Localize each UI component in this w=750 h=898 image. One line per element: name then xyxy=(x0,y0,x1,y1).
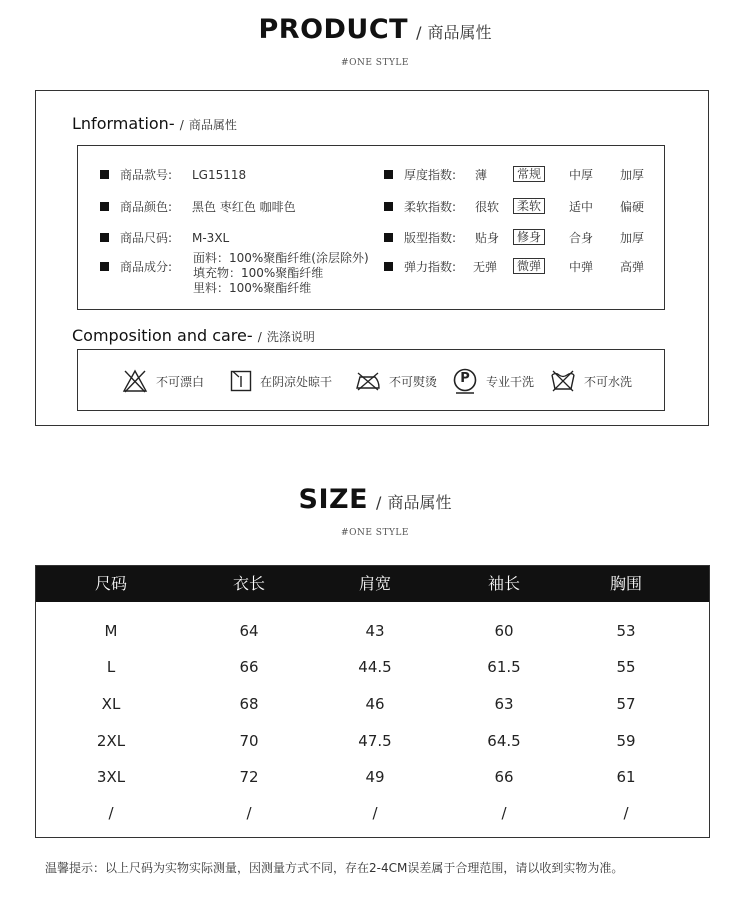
header-length: 衣长 xyxy=(232,574,265,593)
attr-value: 黑色 枣红色 咖啡色 xyxy=(192,200,296,214)
attr-label: 商品成分: xyxy=(120,260,173,274)
care-item-dry-clean xyxy=(452,368,534,394)
table-cell: 64 xyxy=(239,622,259,640)
product-heading-en: PRODUCT xyxy=(258,14,409,45)
size-heading-sep: / xyxy=(376,493,382,512)
table-cell: L xyxy=(106,658,116,676)
bullet-square-icon xyxy=(100,202,109,211)
table-cell: 57 xyxy=(616,695,636,713)
thickness-option: 中厚 xyxy=(569,168,594,182)
stretch-option: 高弹 xyxy=(620,260,645,274)
table-cell: 47.5 xyxy=(358,732,392,750)
index-label: 版型指数: xyxy=(404,231,457,245)
information-title-en: Lnformation- xyxy=(72,114,175,133)
attr-row-style-no xyxy=(100,166,246,183)
index-label: 弹力指数: xyxy=(404,260,457,274)
table-cell: 70 xyxy=(239,732,259,750)
no-wash-icon xyxy=(550,370,576,392)
care-item-no-wash xyxy=(550,368,632,394)
table-cell: 2XL xyxy=(96,732,126,750)
table-cell: 53 xyxy=(616,622,636,640)
header-size: 尺码 xyxy=(94,574,127,593)
index-row-softness xyxy=(384,198,456,215)
table-cell: 59 xyxy=(616,732,636,750)
no-bleach-icon xyxy=(122,369,148,393)
thickness-option-selected: 常规 xyxy=(513,166,545,182)
product-heading xyxy=(0,14,750,45)
table-cell: 72 xyxy=(239,768,259,786)
stretch-option: 无弹 xyxy=(473,260,498,274)
attr-row-composition xyxy=(100,258,192,275)
softness-option: 很软 xyxy=(475,200,500,214)
information-title xyxy=(72,114,237,133)
care-label: 不可水洗 xyxy=(584,374,633,389)
bullet-square-icon xyxy=(100,170,109,179)
table-cell: / xyxy=(501,804,507,822)
attr-value: LG15118 xyxy=(192,168,247,182)
composition-lines xyxy=(193,251,369,296)
care-label: 不可漂白 xyxy=(156,374,205,389)
stretch-option: 中弹 xyxy=(569,260,594,274)
thickness-option: 加厚 xyxy=(620,168,645,182)
care-title-cn: 洗涤说明 xyxy=(266,330,315,344)
table-cell: 60 xyxy=(494,622,514,640)
composition-line: 里料：100%聚酯纤维 xyxy=(193,281,312,295)
header-chest: 胸围 xyxy=(609,574,642,593)
size-heading-cn: 商品属性 xyxy=(387,493,452,512)
index-label: 柔软指数: xyxy=(404,200,457,214)
care-label: 不可熨烫 xyxy=(389,374,438,389)
information-title-sep: / xyxy=(179,118,184,132)
attr-row-size xyxy=(100,229,229,246)
table-cell: 55 xyxy=(616,658,636,676)
size-table xyxy=(35,565,710,838)
table-cell: / xyxy=(623,804,629,822)
dry-clean-symbol: P xyxy=(460,371,470,386)
stretch-option-selected: 微弹 xyxy=(513,258,545,274)
bullet-square-icon xyxy=(384,233,393,242)
table-cell: 64.5 xyxy=(487,732,521,750)
table-cell: / xyxy=(246,804,252,822)
information-title-cn: 商品属性 xyxy=(188,118,237,132)
no-iron-icon xyxy=(355,371,381,391)
softness-option: 偏硬 xyxy=(620,200,645,214)
table-cell: 44.5 xyxy=(358,658,392,676)
fit-option: 贴身 xyxy=(475,231,500,245)
bullet-square-icon xyxy=(384,170,393,179)
size-heading xyxy=(0,484,750,515)
care-title-en: Composition and care- xyxy=(72,326,253,345)
bullet-square-icon xyxy=(100,262,109,271)
care-item-no-bleach xyxy=(122,368,204,394)
product-heading-cn: 商品属性 xyxy=(427,23,492,42)
table-cell: M xyxy=(104,622,118,640)
care-title xyxy=(72,326,315,345)
table-cell: / xyxy=(108,804,114,822)
size-table-header xyxy=(36,566,709,602)
table-cell: 46 xyxy=(365,695,385,713)
product-heading-sep: / xyxy=(416,23,422,42)
table-cell: 66 xyxy=(239,658,259,676)
fit-option: 加厚 xyxy=(620,231,645,245)
attr-value: M-3XL xyxy=(192,231,230,245)
index-row-thickness xyxy=(384,166,456,183)
softness-option-selected: 柔软 xyxy=(513,198,545,214)
table-cell: 43 xyxy=(365,622,385,640)
bullet-square-icon xyxy=(384,202,393,211)
table-cell: 3XL xyxy=(96,768,126,786)
care-label: 专业干洗 xyxy=(486,374,535,389)
table-cell: 61 xyxy=(616,768,636,786)
table-cell: 49 xyxy=(365,768,385,786)
index-row-stretch xyxy=(384,258,456,275)
fit-option-selected: 修身 xyxy=(513,229,545,245)
index-row-fit xyxy=(384,229,456,246)
fit-option: 合身 xyxy=(569,231,594,245)
size-heading-en: SIZE xyxy=(298,484,369,515)
bullet-square-icon xyxy=(100,233,109,242)
table-cell: XL xyxy=(101,695,121,713)
table-cell: 61.5 xyxy=(487,658,521,676)
table-cell: 66 xyxy=(494,768,514,786)
care-label: 在阴凉处晾干 xyxy=(260,374,333,389)
attr-label: 商品款号: xyxy=(120,168,173,182)
size-note: 温馨提示：以上尺码为实物实际测量，因测量方式不同，存在2-4CM误差属于合理范围，请以收到实物为准。 xyxy=(45,861,624,875)
header-shoulder: 肩宽 xyxy=(358,574,391,593)
thickness-option: 薄 xyxy=(475,168,488,182)
attr-label: 商品尺码: xyxy=(120,231,173,245)
attr-row-color xyxy=(100,198,296,215)
care-item-no-iron xyxy=(355,368,437,394)
care-title-sep: / xyxy=(257,330,262,344)
composition-line: 面料：100%聚酯纤维(涂层除外) xyxy=(193,251,369,265)
shade-dry-icon xyxy=(230,370,252,392)
header-sleeve: 袖长 xyxy=(487,574,520,593)
product-subheading: #ONE STYLE xyxy=(341,58,409,68)
care-item-shade-dry xyxy=(230,368,332,394)
bullet-square-icon xyxy=(384,262,393,271)
table-cell: / xyxy=(372,804,378,822)
table-cell: 68 xyxy=(239,695,259,713)
index-label: 厚度指数: xyxy=(404,168,457,182)
composition-line: 填充物：100%聚酯纤维 xyxy=(193,266,324,280)
softness-option: 适中 xyxy=(569,200,594,214)
attr-label: 商品颜色: xyxy=(120,200,173,214)
table-cell: 63 xyxy=(494,695,514,713)
size-subheading: #ONE STYLE xyxy=(341,528,409,538)
dry-clean-icon xyxy=(452,368,478,394)
